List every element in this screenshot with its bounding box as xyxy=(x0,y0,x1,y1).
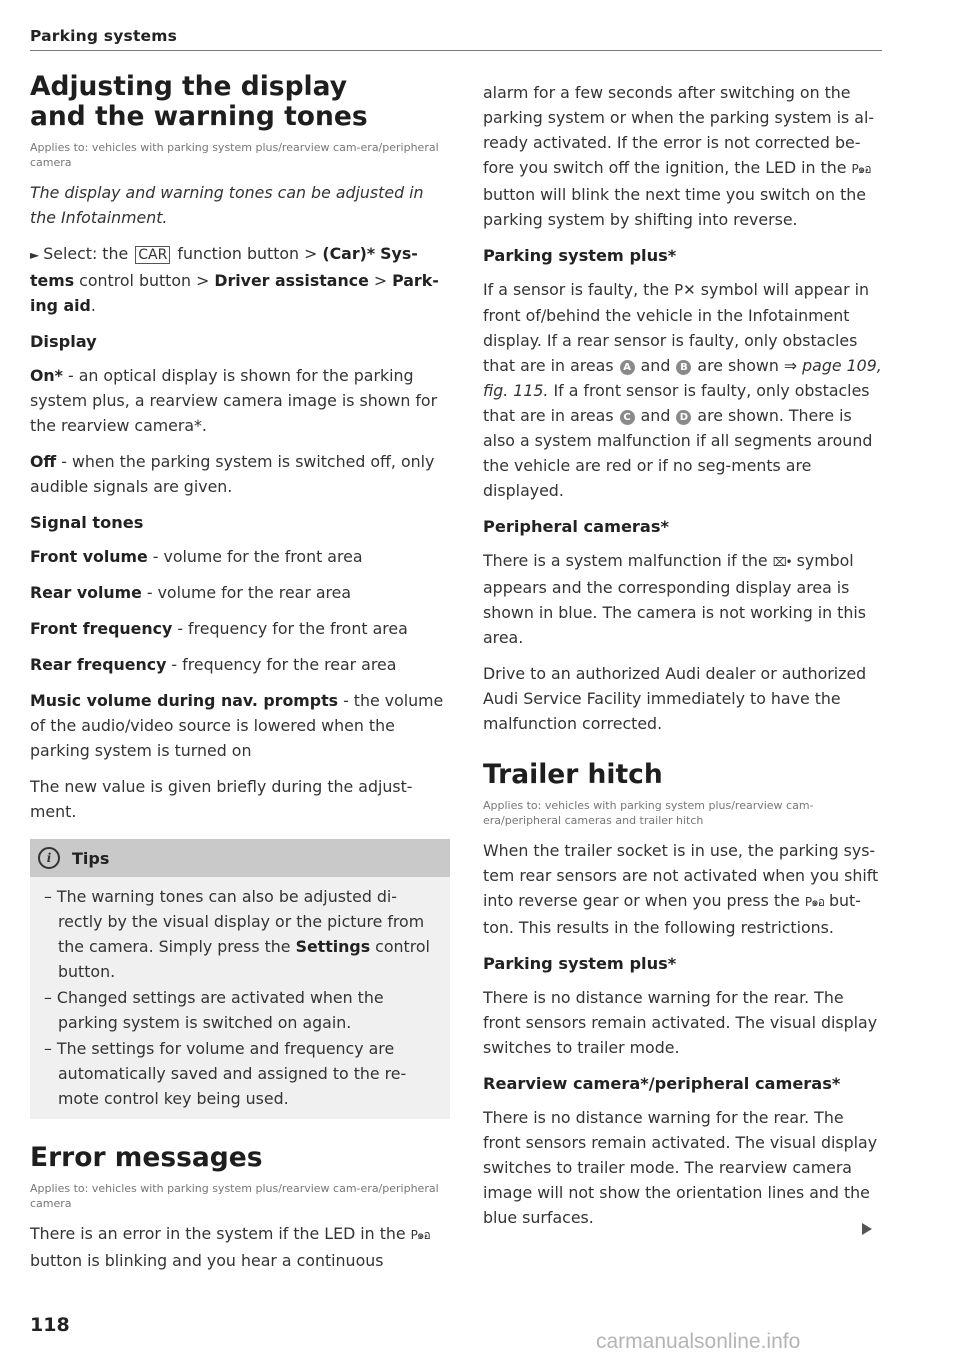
step-arrow-icon: ► xyxy=(30,248,40,262)
continue-arrow-icon xyxy=(862,1223,872,1235)
heading-peripheral-cameras: Peripheral cameras* xyxy=(483,517,669,536)
car-key: CAR xyxy=(135,246,170,264)
area-a-marker: A xyxy=(620,360,635,375)
applies-to-errors: Applies to: vehicles with parking system plus/rearview cam-era/peripheral camera xyxy=(30,1182,439,1210)
heading-display: Display xyxy=(30,332,97,351)
signal-item: Music volume during nav. prompts - the volume of the audio/video source is lowered when the parking system is turned on xyxy=(30,691,444,760)
signal-item: Front volume - volume for the front area xyxy=(30,547,363,566)
signal-item: Rear frequency - frequency for the rear area xyxy=(30,655,397,674)
header-rule xyxy=(30,50,882,51)
info-icon: i xyxy=(38,847,60,869)
running-title: Parking systems xyxy=(30,27,178,45)
page-cross-reference[interactable]: ⇒ page 109, fig. 115. xyxy=(483,356,882,400)
area-c-marker: C xyxy=(620,410,635,425)
tips-title: Tips xyxy=(72,848,110,868)
sensor-fault-icon: P✕ xyxy=(674,281,696,299)
tip-item: – The settings for volume and frequency are automatically saved and assigned to the re-mote control key being used. xyxy=(44,1039,407,1108)
trailer-rear-text: There is no distance warning for the rear. The front sensors remain activated. The visual display switches to trailer mode. The rearview camera image will not show the orientation lines and the blue surfaces. xyxy=(483,1108,878,1227)
applies-to-adjusting: Applies to: vehicles with parking system plus/rearview cam-era/peripheral camera xyxy=(30,141,439,169)
trailer-psp-text: There is no distance warning for the rear. The front sensors remain activated. The visual display switches to trailer mode. xyxy=(483,988,878,1057)
tips-header xyxy=(30,839,450,877)
heading-trailer-parking-system-plus: Parking system plus* xyxy=(483,954,677,973)
section-title-errors: Error messages xyxy=(30,1142,263,1173)
tips-list xyxy=(30,877,450,1119)
tip-item: – Changed settings are activated when the parking system is switched on again. xyxy=(44,988,384,1032)
left-column xyxy=(30,72,450,1273)
area-b-marker: B xyxy=(676,360,691,375)
heading-rearview-peripheral: Rearview camera*/peripheral cameras* xyxy=(483,1074,841,1093)
error-continuation: alarm for a few seconds after switching on the parking system or when the parking system is al-ready activated. If the error is not corrected be-fore you switch off the ignition, the LED in the P๑อ button will blink the next time you switch on the parking system by shifting into reverse. xyxy=(483,83,875,229)
error-text: There is an error in the system if the LED in the P๑อ button is blinking and you hear a continuous xyxy=(30,1224,430,1270)
page-number: 118 xyxy=(30,1314,70,1336)
trailer-intro: When the trailer socket is in use, the parking sys-tem rear sensors are not activated when you shift into reverse gear or when you press the P๑อ but-ton. This results in the following restrictions. xyxy=(483,841,879,937)
psp-text: If a sensor is faulty, the P✕ symbol will appear in front of/behind the vehicle in the Infotainment display. If a rear sensor is faulty, only obstacles that are in areas A and B are shown ⇒ page 109, fig. 115. If a front sensor is faulty, only obstacles that are in areas C and D are shown. There is also a system malfunction if all segments around the vehicle are red or if no seg-ments are displayed. xyxy=(483,280,882,500)
parking-aid-button-icon: P๑อ xyxy=(410,1228,430,1242)
display-off: Off - when the parking system is switched off, only audible signals are given. xyxy=(30,452,435,496)
applies-to-trailer: Applies to: vehicles with parking system plus/rearview cam-era/peripheral cameras and trailer hitch xyxy=(483,799,814,827)
section-title-adjusting: Adjusting the display and the warning tones xyxy=(30,71,368,132)
camera-fault-icon: ⌧• xyxy=(772,555,792,569)
area-d-marker: D xyxy=(676,410,691,425)
signal-item: Rear volume - volume for the rear area xyxy=(30,583,352,602)
parking-aid-button-icon: P๑อ xyxy=(851,162,871,176)
peripheral-dealer-text: Drive to an authorized Audi dealer or authorized Audi Service Facility immediately to have the malfunction corrected. xyxy=(483,664,867,733)
heading-parking-system-plus: Parking system plus* xyxy=(483,246,677,265)
display-on: On* - an optical display is shown for the parking system plus, a rearview camera image is shown for the rearview camera*. xyxy=(30,366,438,435)
tip-item: – The warning tones can also be adjusted di-rectly by the visual display or the picture from the camera. Simply press the Settings control button. xyxy=(44,887,430,981)
right-column xyxy=(483,80,883,1230)
parking-aid-button-icon: P๑อ xyxy=(804,895,824,909)
watermark: carmanualsonline.info xyxy=(596,1330,801,1353)
heading-signal-tones: Signal tones xyxy=(30,513,144,532)
intro-text: The display and warning tones can be adjusted in the Infotainment. xyxy=(30,183,424,227)
peripheral-text: There is a system malfunction if the ⌧• symbol appears and the corresponding display area is shown in blue. The camera is not working in this area. xyxy=(483,551,866,647)
signal-note: The new value is given briefly during the adjust-ment. xyxy=(30,777,413,821)
instruction-step: ► Select: the CAR function button > (Car)* Sys-tems control button > Driver assistance > Park-ing aid. xyxy=(30,244,439,315)
signal-item: Front frequency - frequency for the front area xyxy=(30,619,408,638)
tips-box xyxy=(30,839,450,1119)
section-title-trailer: Trailer hitch xyxy=(483,759,663,790)
